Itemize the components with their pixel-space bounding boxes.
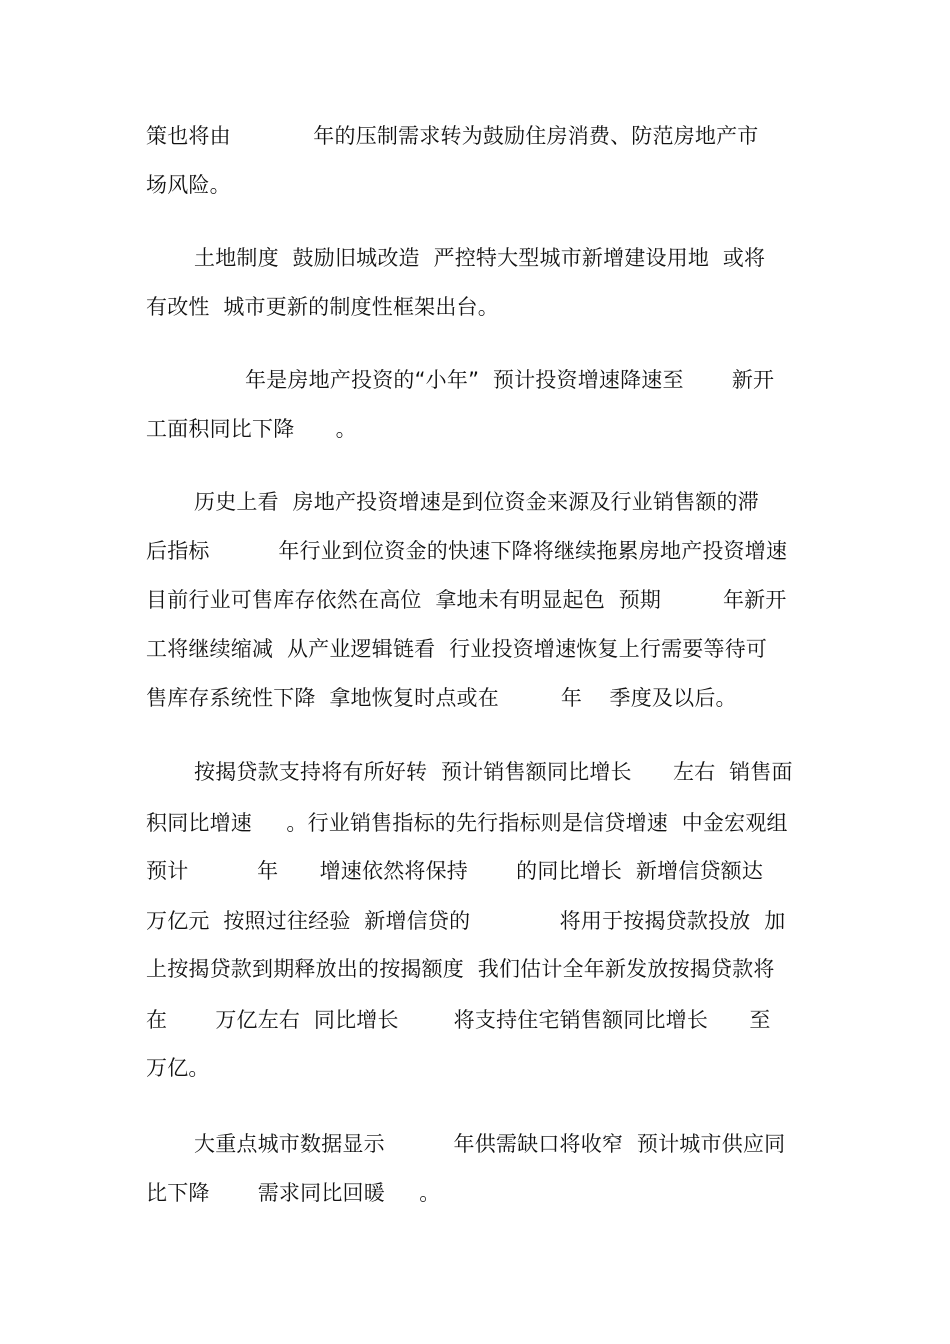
text-line: 预计 年 增速依然将保持 的同比增长 新增信贷额达 xyxy=(146,859,764,883)
text-line: 大重点城市数据显示 年供需缺口将收窄 预计城市供应同 xyxy=(194,1132,786,1156)
text-line: 土地制度 鼓励旧城改造 严控特大型城市新增建设用地 或将 xyxy=(194,246,766,270)
text-line: 按揭贷款支持将有所好转 预计销售额同比增长 左右 销售面 xyxy=(194,760,793,784)
text-line: 有改性 城市更新的制度性框架出台。 xyxy=(146,295,499,319)
text-line: 万亿。 xyxy=(146,1056,210,1080)
text-line: 上按揭贷款到期释放出的按揭额度 我们估计全年新发放按揭贷款将 xyxy=(146,957,775,981)
text-line: 后指标 年行业到位资金的快速下降将继续拖累房地产投资增速 xyxy=(146,539,788,563)
text-line: 比下降 需求同比回暖 。 xyxy=(146,1181,441,1205)
text-line: 年是房地产投资的“小年” 预计投资增速降速至 新开 xyxy=(245,368,775,392)
text-line: 工将继续缩减 从产业逻辑链看 行业投资增速恢复上行需要等待可 xyxy=(146,637,768,661)
text-line: 积同比增速 。行业销售指标的先行指标则是信贷增速 中金宏观组 xyxy=(146,811,788,835)
text-line: 策也将由 年的压制需求转为鼓励住房消费、防范房地产市 xyxy=(146,124,759,148)
text-line: 在 万亿左右 同比增长 将支持住宅销售额同比增长 至 xyxy=(146,1008,771,1032)
text-line: 万亿元 按照过往经验 新增信贷的 将用于按揭贷款投放 加 xyxy=(146,909,786,933)
text-line: 售库存系统性下降 拿地恢复时点或在 年 季度及以后。 xyxy=(146,686,737,710)
text-line: 历史上看 房地产投资增速是到位资金来源及行业销售额的滞 xyxy=(194,490,759,514)
text-line: 工面积同比下降 。 xyxy=(146,417,357,441)
text-line: 目前行业可售库存依然在高位 拿地未有明显起色 预期 年新开 xyxy=(146,588,787,612)
text-line: 场风险。 xyxy=(146,173,231,197)
